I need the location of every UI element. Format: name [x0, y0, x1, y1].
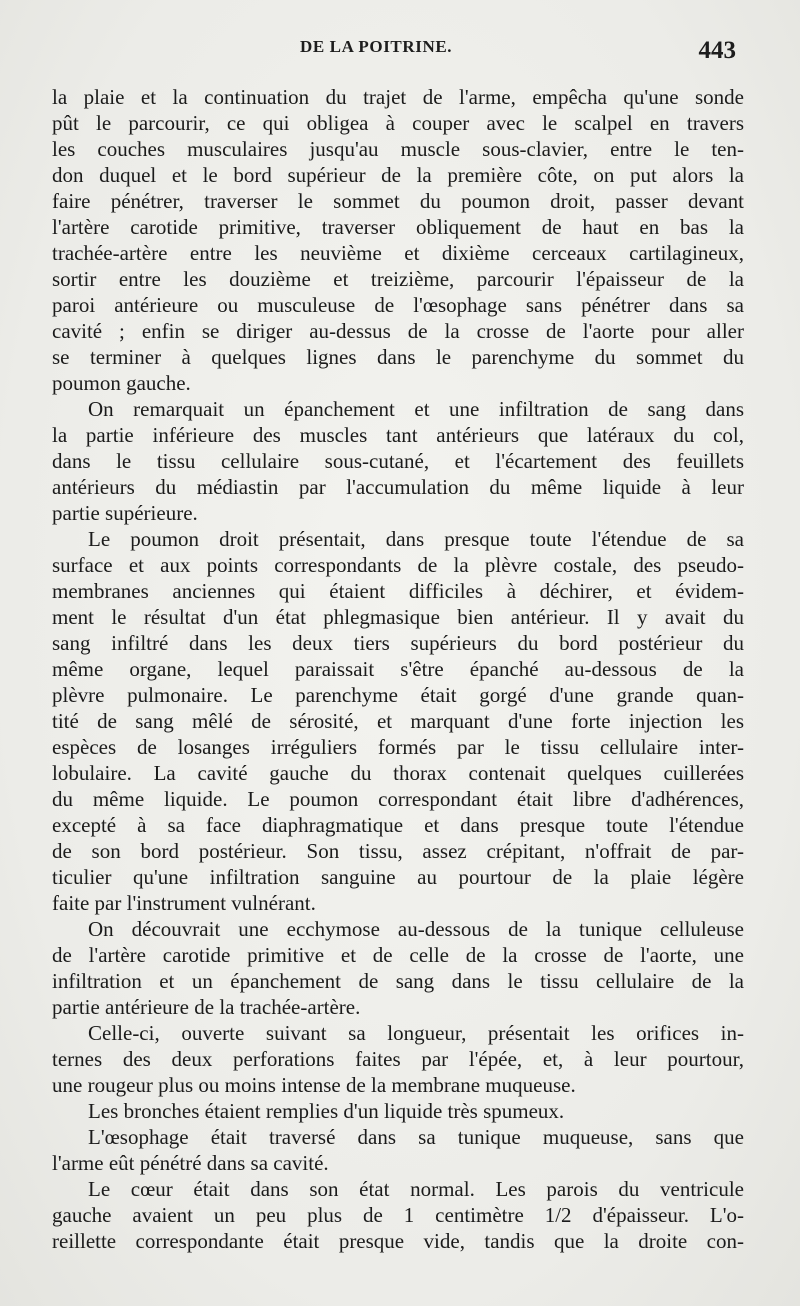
text-line: faite par l'instrument vulnérant. — [52, 891, 316, 915]
paragraph — [52, 1098, 744, 1124]
text-line: dans le tissu cellulaire sous-cutané, et l'écartement des feuillets — [52, 449, 744, 473]
text-line: trachée-artère entre les neuvième et dixième cerceaux cartilagineux, — [52, 241, 744, 265]
text-line: se terminer à quelques lignes dans le parenchyme du sommet du — [52, 345, 744, 369]
text-line: partie supérieure. — [52, 501, 198, 525]
text-line: Les bronches étaient remplies d'un liquide très spumeux. — [88, 1099, 565, 1123]
paragraph — [52, 396, 744, 526]
text-line: plèvre pulmonaire. Le parenchyme était gorgé d'une grande quan- — [52, 683, 744, 707]
paragraph — [52, 1124, 744, 1176]
text-line: lobulaire. La cavité gauche du thorax contenait quelques cuillerées — [52, 761, 744, 785]
text-line: surface et aux points correspondants de la plèvre costale, des pseudo- — [52, 553, 744, 577]
text-line: espèces de losanges irréguliers formés par le tissu cellulaire inter- — [52, 735, 744, 759]
text-line: membranes anciennes qui étaient difficiles à déchirer, et évidem- — [52, 579, 744, 603]
text-line: infiltration et un épanchement de sang dans le tissu cellulaire de la — [52, 969, 744, 993]
text-line: tité de sang mêlé de sérosité, et marquant d'une forte injection les — [52, 709, 744, 733]
text-line: du même liquide. Le poumon correspondant était libre d'adhérences, — [52, 787, 744, 811]
text-line: sang infiltré dans les deux tiers supérieurs du bord postérieur du — [52, 631, 744, 655]
text-line: la partie inférieure des muscles tant antérieurs que latéraux du col, — [52, 423, 744, 447]
text-line: Le cœur était dans son état normal. Les parois du ventricule — [88, 1177, 744, 1201]
text-line: excepté à sa face diaphragmatique et dans presque toute l'étendue — [52, 813, 744, 837]
text-line: même organe, lequel paraissait s'être épanché au-dessous de la — [52, 657, 744, 681]
text-line: gauche avaient un peu plus de 1 centimètre 1/2 d'épaisseur. L'o- — [52, 1203, 744, 1227]
text-line: une rougeur plus ou moins intense de la membrane muqueuse. — [52, 1073, 576, 1097]
page-number: 443 — [698, 37, 736, 64]
text-line: On remarquait un épanchement et une infiltration de sang dans — [88, 397, 744, 421]
text-line: ticulier qu'une infiltration sanguine au pourtour de la plaie légère — [52, 865, 744, 889]
text-line: les couches musculaires jusqu'au muscle sous-clavier, entre le ten- — [52, 137, 744, 161]
text-line: Le poumon droit présentait, dans presque toute l'étendue de sa — [88, 527, 744, 551]
text-line: de l'artère carotide primitive et de celle de la crosse de l'aorte, une — [52, 943, 744, 967]
paragraph — [52, 526, 744, 916]
text-line: l'artère carotide primitive, traverser obliquement de haut en bas la — [52, 215, 744, 239]
text-line: don duquel et le bord supérieur de la première côte, on put alors la — [52, 163, 744, 187]
text-line: paroi antérieure ou musculeuse de l'œsophage sans pénétrer dans sa — [52, 293, 744, 317]
text-line: pût le parcourir, ce qui obligea à couper avec le scalpel en travers — [52, 111, 744, 135]
text-line: antérieurs du médiastin par l'accumulation du même liquide à leur — [52, 475, 744, 499]
text-line: Celle-ci, ouverte suivant sa longueur, présentait les orifices in- — [88, 1021, 744, 1045]
body-text — [52, 84, 744, 1254]
text-line: sortir entre les douzième et treizième, parcourir l'épaisseur de la — [52, 267, 744, 291]
text-line: faire pénétrer, traverser le sommet du poumon droit, passer devant — [52, 189, 744, 213]
paragraph — [52, 916, 744, 1020]
text-line: poumon gauche. — [52, 371, 191, 395]
text-line: On découvrait une ecchymose au-dessous de la tunique celluleuse — [88, 917, 744, 941]
text-line: l'arme eût pénétré dans sa cavité. — [52, 1151, 329, 1175]
text-line: partie antérieure de la trachée-artère. — [52, 995, 361, 1019]
text-line: la plaie et la continuation du trajet de l'arme, empêcha qu'une sonde — [52, 85, 744, 109]
text-line: de son bord postérieur. Son tissu, assez crépitant, n'offrait de par- — [52, 839, 744, 863]
text-line: L'œsophage était traversé dans sa tunique muqueuse, sans que — [88, 1125, 744, 1149]
paragraph — [52, 84, 744, 396]
text-line: ment le résultat d'un état phlegmasique bien antérieur. Il y avait du — [52, 605, 744, 629]
text-line: reillette correspondante était presque vide, tandis que la droite con- — [52, 1229, 744, 1253]
paragraph — [52, 1020, 744, 1098]
text-line: cavité ; enfin se diriger au-dessus de la crosse de l'aorte pour aller — [52, 319, 744, 343]
running-head: DE LA POITRINE. — [300, 37, 453, 56]
text-line: ternes des deux perforations faites par l'épée, et, à leur pourtour, — [52, 1047, 744, 1071]
paragraph — [52, 1176, 744, 1254]
